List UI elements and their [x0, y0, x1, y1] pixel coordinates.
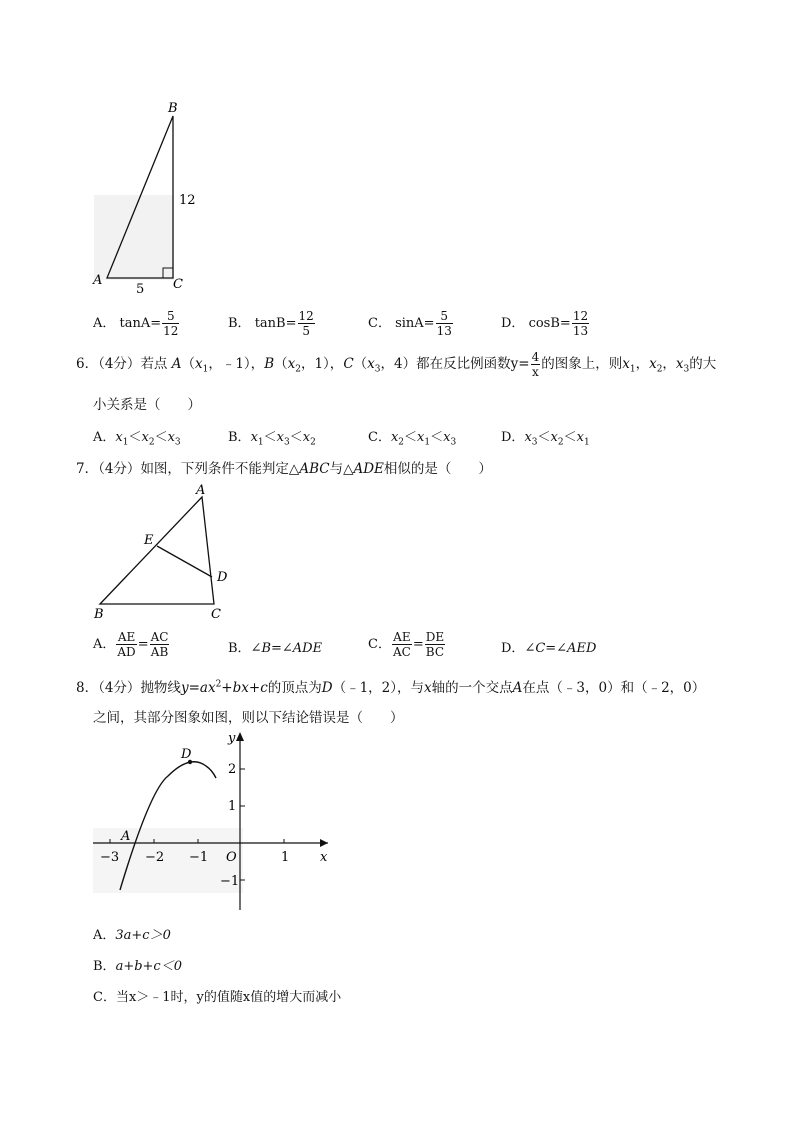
q6-option-a[interactable]: A．$x_1<x_2<x_3$	[93, 430, 181, 448]
q5-option-d-fn: cosB=	[528, 316, 571, 331]
q8-point-a-label: A	[121, 829, 131, 844]
q8-y-tick-1: 1	[228, 799, 237, 814]
q7-label-e: E	[144, 533, 154, 548]
q5-label-a: A	[93, 273, 103, 288]
q8-origin-label: O	[226, 850, 237, 865]
q8-x-tick-neg1: −1	[189, 850, 209, 865]
q5-option-b-frac: $\frac{12}{5}$	[298, 309, 314, 338]
q7-stem: 7．（4分）如图，下列条件不能判定△ABC与△ADE相似的是（ ）	[76, 461, 492, 477]
q5-option-d-letter: D．	[501, 316, 525, 331]
q6-option-c[interactable]: C．$x_2<x_1<x_3$	[368, 430, 457, 448]
q8-x-tick-1: 1	[281, 850, 290, 865]
q8-y-axis-label: y	[228, 731, 236, 746]
q7-option-c[interactable]: C． $\frac{AE}{AC}$ = $\frac{DE}{BC}$	[368, 630, 445, 659]
q6-stem-line1: 6．（4分）若点 $A(x_1$，﹣1），$B(x_2$，1），$C(x_3$，4）都在反比例函数y= $\frac{4}{x}$ 的图象上，则$x_1$，$x_2$，$x_3$的大	[76, 350, 717, 379]
q7-label-c: C	[211, 607, 221, 622]
q5-option-b[interactable]	[228, 309, 316, 338]
q5-option-d[interactable]	[501, 309, 590, 338]
q5-option-a-frac: $\frac{5}{12}$	[163, 309, 179, 338]
q5-option-c-fn: sinA=	[395, 316, 435, 331]
q6-option-b[interactable]: B．$x_1<x_3<x_2$	[228, 430, 316, 448]
q5-option-b-letter: B．	[228, 316, 251, 331]
q5-option-a-fn: tanA=	[119, 316, 162, 331]
q5-label-b: B	[168, 101, 178, 116]
q5-label-c: C	[173, 277, 183, 292]
q7-triangle-figure	[88, 480, 238, 625]
q7-option-b[interactable]: B．∠B=∠ADE	[228, 641, 323, 656]
q6-option-d[interactable]: D．$x_3<x_2<x_1$	[501, 430, 590, 448]
q6-stem-line2: 小关系是（ ）	[93, 397, 201, 413]
q5-option-b-fn: tanB=	[254, 316, 297, 331]
q8-x-tick-neg2: −2	[145, 850, 165, 865]
q8-option-b[interactable]: B．a+b+c＜0	[93, 959, 182, 974]
q5-side-ac: 5	[136, 282, 145, 297]
q7-label-d: D	[217, 570, 228, 585]
q8-x-axis-label: x	[320, 850, 328, 865]
q8-stem-line1: 8．（4分）抛物线$y=ax^2+bx+c$的顶点为D（﹣1，2），与x轴的一个交点A在点（﹣3，0）和（﹣2，0）	[76, 679, 706, 696]
q7-option-d[interactable]: D．∠C=∠AED	[501, 641, 597, 656]
q5-triangle-figure	[90, 95, 210, 300]
q8-vertex-label: D	[181, 747, 192, 762]
q8-x-tick-neg3: −3	[100, 850, 120, 865]
q8-y-tick-2: 2	[228, 762, 237, 777]
q7-label-a: A	[196, 483, 206, 498]
q5-option-c-frac: $\frac{5}{13}$	[436, 309, 452, 338]
q6-func-frac: $\frac{4}{x}$	[531, 350, 540, 379]
q5-option-d-frac: $\frac{12}{13}$	[572, 309, 589, 338]
q5-option-a[interactable]	[93, 309, 180, 338]
q8-option-a[interactable]: A．3a+c＞0	[93, 928, 171, 943]
q8-stem-line2: 之间，其部分图象如图，则以下结论错误是（ ）	[93, 710, 404, 726]
q5-side-bc: 12	[179, 193, 196, 208]
q5-option-c[interactable]	[368, 309, 454, 338]
q7-option-a[interactable]: A． $\frac{AE}{AD}$ = $\frac{AC}{AB}$	[93, 630, 169, 659]
q8-parabola-graph	[88, 728, 338, 913]
q5-option-c-letter: C．	[368, 316, 391, 331]
q8-option-c[interactable]: C．当x＞﹣1时，y的值随x值的增大而减小	[93, 990, 342, 1005]
q8-y-tick-neg1: −1	[220, 874, 240, 889]
q7-label-b: B	[94, 607, 104, 622]
q5-option-a-letter: A．	[93, 316, 116, 331]
